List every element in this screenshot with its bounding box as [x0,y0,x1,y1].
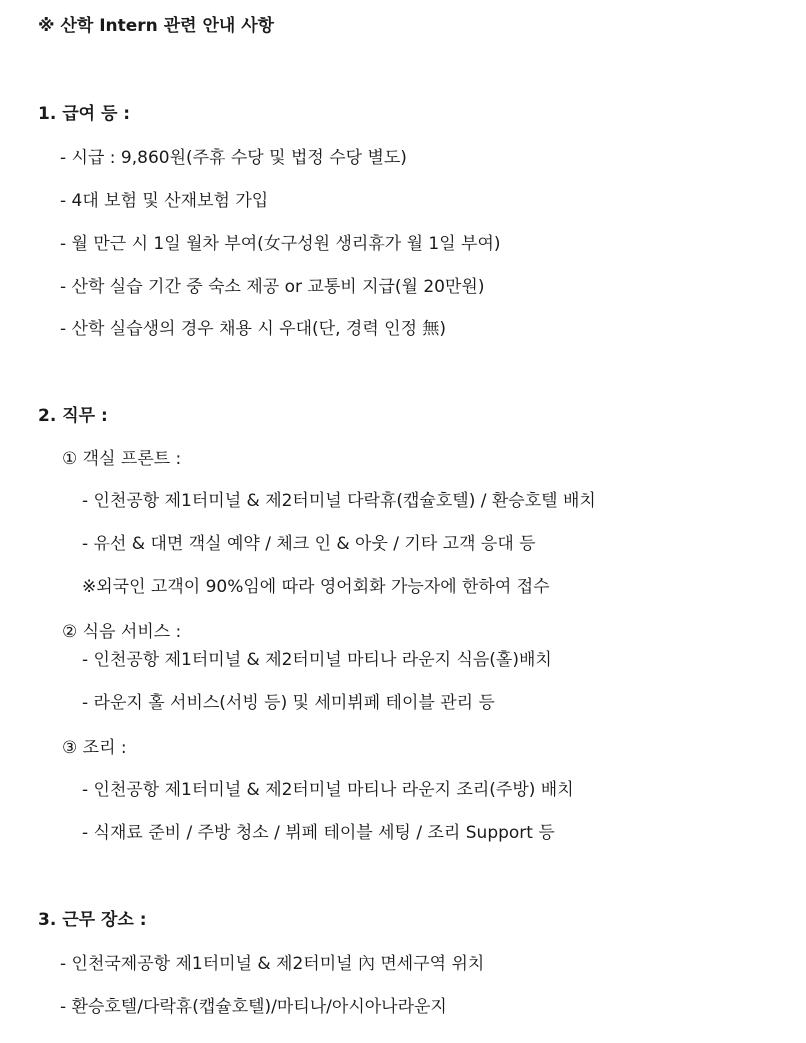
list-item: - 라운지 홀 서비스(서빙 등) 및 세미뷔페 테이블 관리 등 [82,693,495,713]
section-heading-location: 3. 근무 장소 : [38,910,147,930]
section-heading-duties: 2. 직무 : [38,406,108,426]
subsection-label-cooking: ③ 조리 : [62,738,127,758]
subsection-label-front: ① 객실 프론트 : [62,449,182,469]
section-heading-pay: 1. 급여 등 : [38,104,131,124]
list-item: - 4대 보험 및 산재보험 가입 [60,191,269,211]
list-item: - 유선 & 대면 객실 예약 / 체크 인 & 아웃 / 기타 고객 응대 등 [82,534,536,554]
page-title: ※ 산학 Intern 관련 안내 사항 [38,16,275,36]
list-item: - 인천공항 제1터미널 & 제2터미널 마티나 라운지 식음(홀)배치 [82,650,552,670]
subsection-label-food-service: ② 식음 서비스 : [62,622,182,642]
list-item: - 환승호텔/다락휴(캡슐호텔)/마티나/아시아나라운지 [60,997,447,1017]
list-item: - 인천국제공항 제1터미널 & 제2터미널 內 면세구역 위치 [60,954,485,974]
list-item: - 월 만근 시 1일 월차 부여(女구성원 생리휴가 월 1일 부여) [60,234,501,254]
list-item: - 산학 실습 기간 중 숙소 제공 or 교통비 지급(월 20만원) [60,277,485,297]
list-item: - 시급 : 9,860원(주휴 수당 및 법정 수당 별도) [60,148,407,168]
list-item: - 인천공항 제1터미널 & 제2터미널 다락휴(캡슐호텔) / 환승호텔 배치 [82,491,596,511]
note-text: ※외국인 고객이 90%임에 따라 영어회화 가능자에 한하여 접수 [82,577,550,597]
list-item: - 인천공항 제1터미널 & 제2터미널 마티나 라운지 조리(주방) 배치 [82,780,574,800]
list-item: - 식재료 준비 / 주방 청소 / 뷔페 테이블 세팅 / 조리 Support 등 [82,823,555,843]
list-item: - 산학 실습생의 경우 채용 시 우대(단, 경력 인정 無) [60,319,447,339]
